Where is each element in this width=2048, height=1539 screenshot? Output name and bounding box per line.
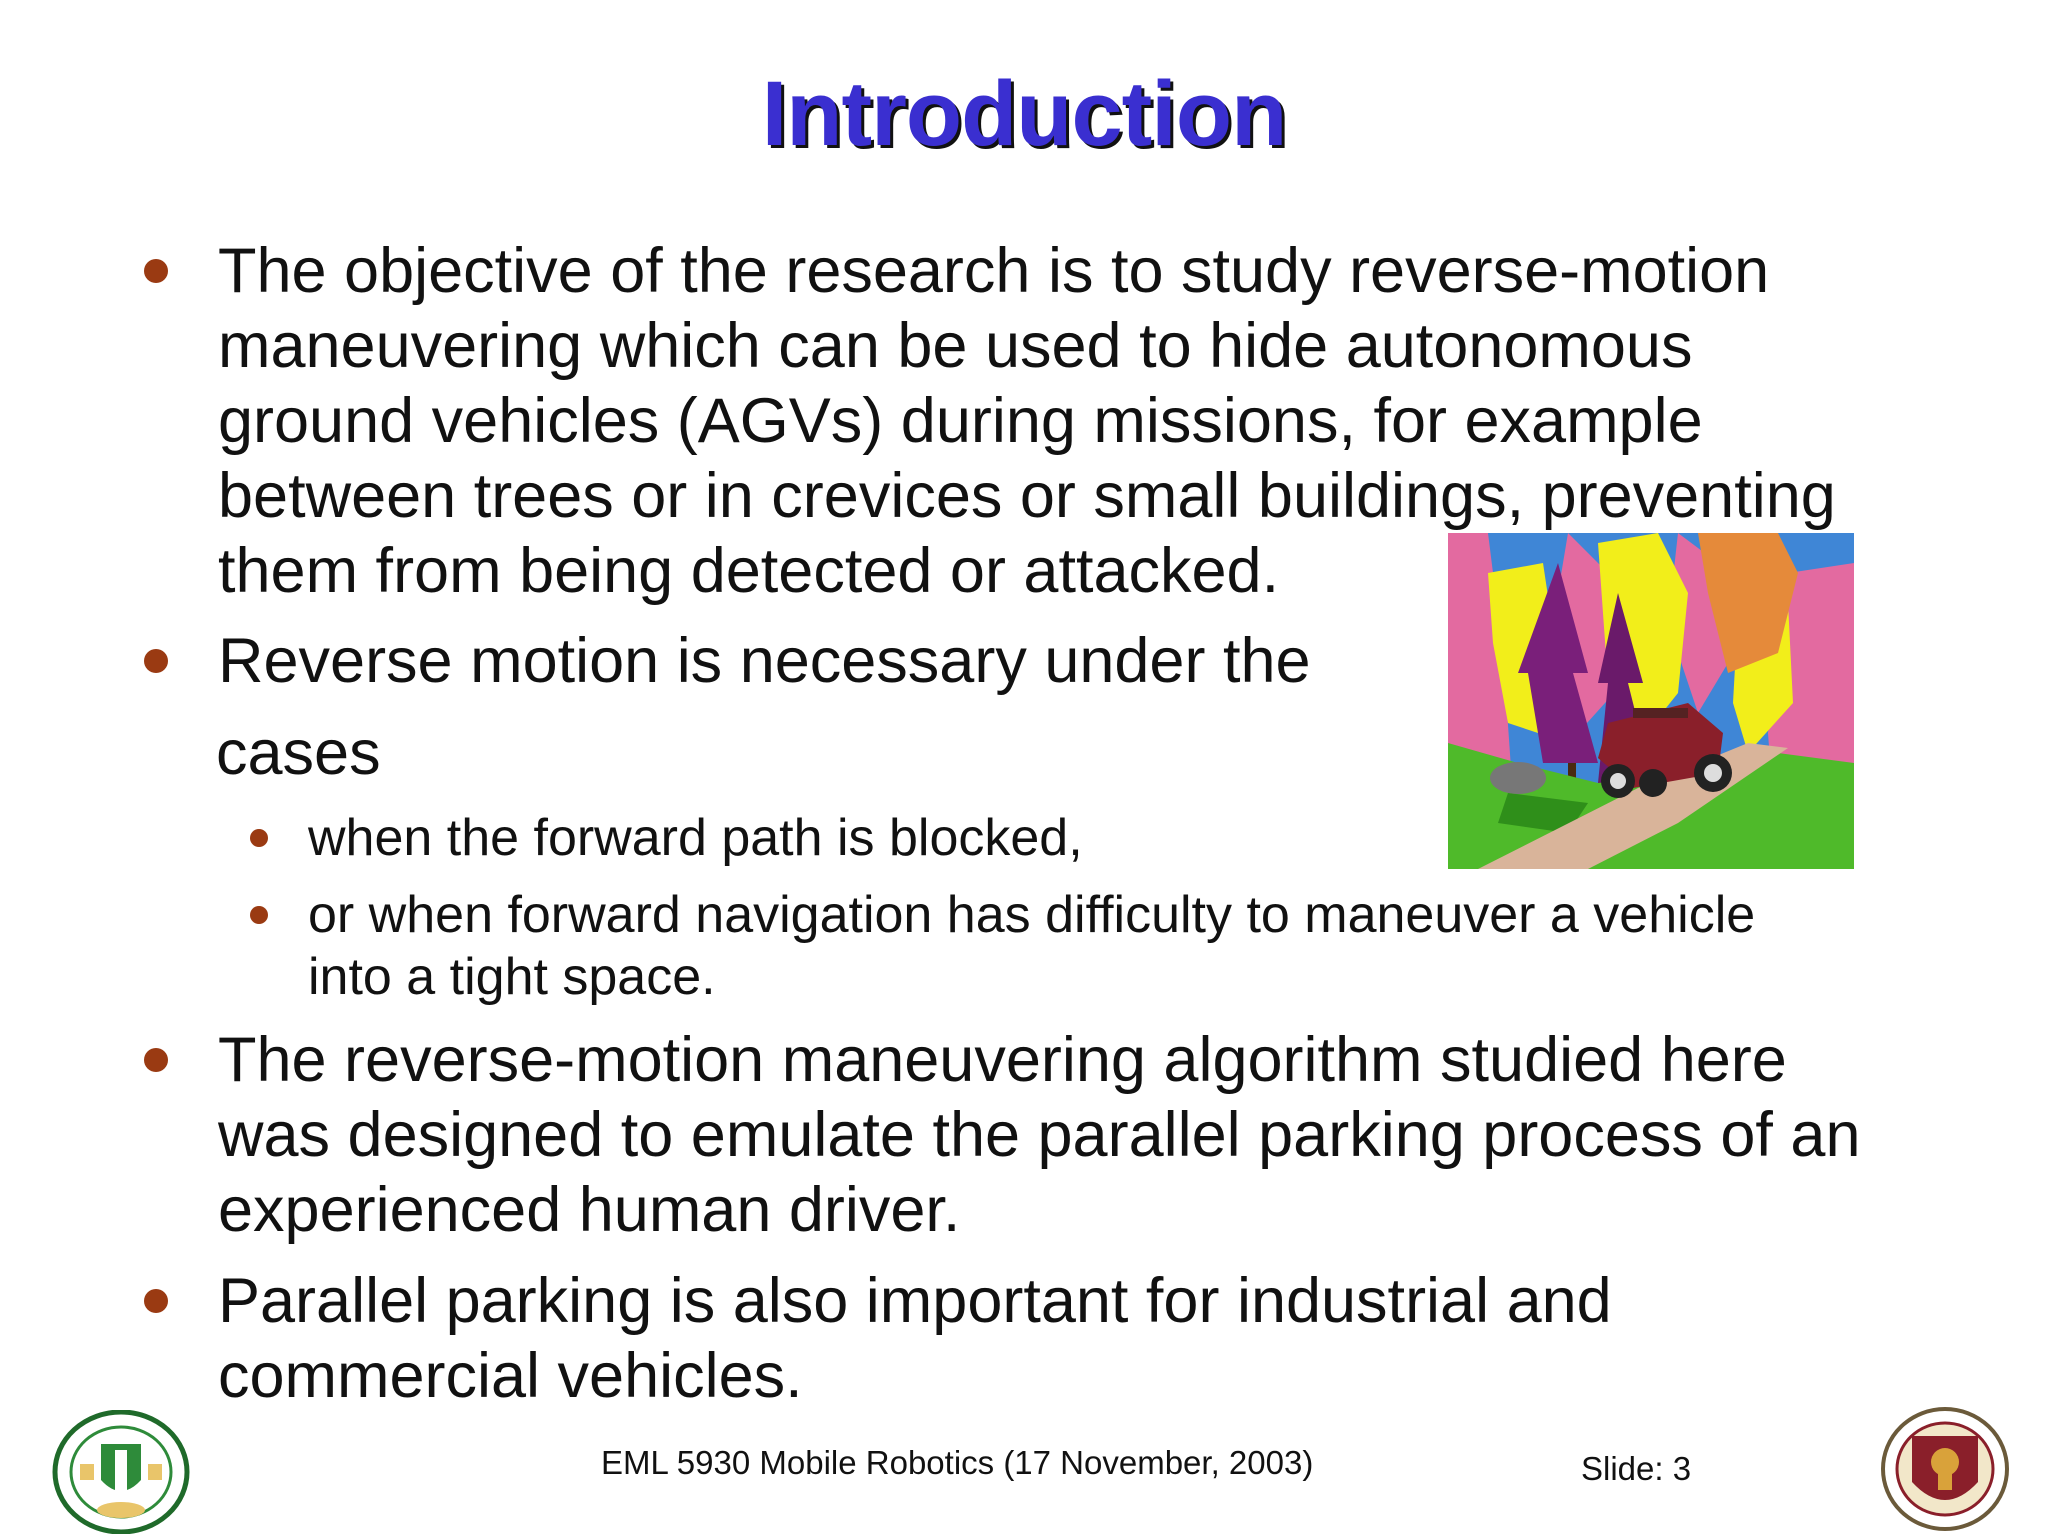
bullet-line: commercial vehicles. [218, 1341, 803, 1411]
fsu-seal-icon [1880, 1406, 2010, 1532]
footer-slide-number: Slide: 3 [1581, 1450, 1692, 1487]
bullet-line: was designed to emulate the parallel parking process of an [218, 1100, 1861, 1170]
bullet-line: The objective of the research is to study reverse-motion [218, 236, 1770, 306]
bullet-line: maneuvering which can be used to hide autonomous [218, 311, 1693, 381]
bullet-dot-icon [144, 259, 168, 283]
slide-title: Introduction [761, 63, 1287, 165]
bullet-line: Parallel parking is also important for industrial and [218, 1266, 1612, 1336]
bullet-dot-icon [144, 1289, 168, 1313]
footer-course: EML 5930 Mobile Robotics (17 November, 2003) [601, 1444, 1314, 1481]
bullet-line: experienced human driver. [218, 1175, 961, 1245]
sub-bullet-dot-icon [250, 906, 268, 924]
bullet-line: between trees or in crevices or small buildings, preventing [218, 461, 1836, 531]
sub-bullet-line: when the forward path is blocked, [308, 809, 1083, 867]
bullet-dot-icon [144, 1048, 168, 1072]
university-seal-left [52, 1410, 190, 1539]
bullet-item [218, 624, 1311, 699]
sub-bullet-line: into a tight space. [308, 948, 716, 1006]
robot-forest-illustration [1448, 533, 1854, 869]
bullet-line: Reverse motion is necessary under the [218, 626, 1311, 696]
forest-scene-image [1448, 533, 1854, 869]
bullet-dot-icon [144, 649, 168, 673]
bullet-continuation: cases [216, 718, 381, 788]
bullet-item [218, 1264, 1612, 1414]
famu-seal-icon [52, 1410, 190, 1534]
university-seal-right [1880, 1406, 2010, 1537]
sub-bullet-line: or when forward navigation has difficulty to maneuver a vehicle [308, 886, 1756, 944]
sub-bullet-item [308, 807, 1083, 869]
bullet-line: them from being detected or attacked. [218, 536, 1280, 606]
bullet-item [218, 1023, 1861, 1248]
bullet-line: ground vehicles (AGVs) during missions, for example [218, 386, 1703, 456]
sub-bullet-item [308, 884, 1755, 1008]
sub-bullet-dot-icon [250, 829, 268, 847]
bullet-line: The reverse-motion maneuvering algorithm studied here [218, 1025, 1787, 1095]
